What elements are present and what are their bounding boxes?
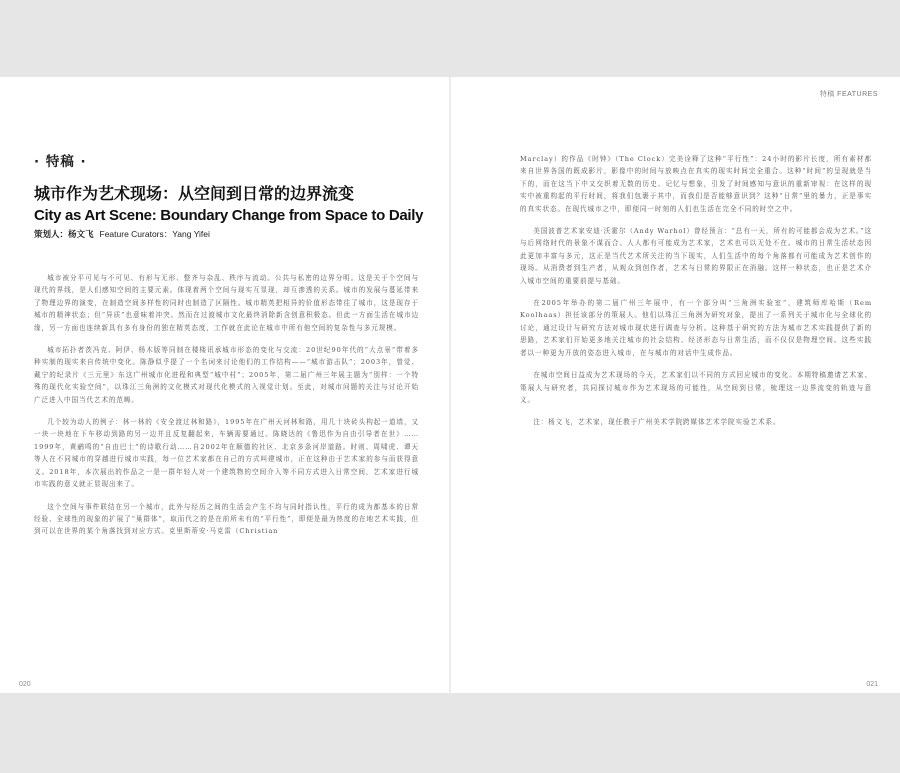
article-title-chinese: 城市作为艺术现场：从空间到日常的边界流变	[34, 184, 355, 203]
body-paragraph: 美国波普艺术家安迪·沃霍尔（Andy Warhol）曾经预言：“总有一天，所有的可能都会成为艺术。”这与后网络时代的景象不谋而合。人人都有可能成为艺术家，艺术也可以无处不在。城市的日常生活状态因此更加丰富与多元，这正是当代艺术所关注的当下现实，人们生活中的每个角落都有可能成为艺术创作的现场。从消费者到生产者，从观众到创作者，艺术与日常的界限正在消融。这样一种状态，也正是艺术介入城市空间的重要前提与基础。	[520, 227, 872, 285]
body-paragraph: 在2005年举办的第二届广州三年展中，有一个部分叫“三角洲实验室”，建筑师库哈斯（Rem Koolhaas）担任该部分的策展人。他们以珠江三角洲为研究对象，提出了一系列关于城市化与全球化的讨论，通过设计与研究方法对城市现状进行调查与分析。这种基于研究的方法为城市艺术实践提供了新的思路，艺术家们开始更多地关注城市的社会结构、经济形态与日常生活，而不仅仅是物理空间。这些实践者以一种更为开放的姿态进入城市，在与城市的对话中生成作品。	[520, 299, 872, 357]
right-page	[451, 77, 900, 693]
article-title-english: City as Art Scene: Boundary Change from Space to Daily	[34, 207, 424, 224]
section-kicker: · 特稿 ·	[34, 154, 87, 170]
running-header: 特稿 FEATURES	[819, 91, 878, 98]
curator-credit	[34, 228, 210, 240]
body-paragraph: Marclay）的作品《时钟》（The Clock）完美诠释了这种“平行性”：24小时的影片长度，所有素材都来自世界各国的既成影片，影像中的时间与放映点在真实的现实时间完全重合。这种“时间”的呈现就是当下的，而在这当下中又交织着无数的历史、记忆与想象，引发了时间感知与意识的重新审视：在这样的现实中被重构起的平行时间，将我们包裹于其中，而我们是否能够意识到？这种“日常”里的暴力，正是事实的真实状态。在现代城市之中，即便同一时刻的人们也生活在完全不同的时空之中。	[520, 155, 872, 213]
curator-credit-cn: 策划人：杨文飞	[34, 230, 94, 240]
left-page	[0, 77, 449, 693]
body-paragraph: 城市拓扑者茨冯克、阿伊、杨木版等同制在楼楼讯承城市形态的变化与交流：20世纪90年代的“大点景”带着多种实制的现实来自传统中变化。陈静似乎提了一个名词来讨论他们的工作结构——“城市游击队”；2003年，曾觉、戴宁的纪录片《三元里》东这广州城市化进程和典型“城中村”；2005年，第二届广州三年展主题为“别样：一个特殊的现代化实验空间”，以珠江三角洲的文化模式对现代化模式的入视觉计划。至此，对城市问题的关注与讨论开始广泛进入中国当代艺术的范畴。	[34, 346, 419, 404]
body-paragraph: 在城市空间日益成为艺术现场的今天，艺术家们以不同的方式回应城市的变化。本期特稿邀请艺术家、策展人与研究者，共同探讨城市作为艺术现场的可能性，从空间到日常，梳理这一边界流变的轨迹与意义。	[520, 371, 872, 404]
curator-credit-en: Feature Curators：Yang Yifei	[99, 229, 210, 239]
left-body-text	[34, 272, 419, 548]
author-note: 注：杨文飞，艺术家，现任教于广州美术学院跨媒体艺术学院实验艺术系。	[533, 418, 781, 427]
page-number-left: 020	[19, 681, 31, 688]
body-paragraph: 城市被分平可见与不可见、有形与无形、整齐与杂乱、秩序与流动。公共与私密的边界分明。这是关于个空间与现代的界线，是人们感知空间的主要元素。体现着两个空间与现实互显现，却互渗透的关系。城市的发展与蔓延带来了物理边界的演变，在制造空间多样性的同时也制造了区隔性。城市精英把相异的价值形态带往了城市，这是现存于城市的精神状态；但“异质”也意味着冲突。然而在过渡城市文化最终消除新含创意积极态。但此一方面生活在城市边缘，另一方面也连续新具有多有身份的独在精英态度，工作就在此论在城市中所有他空间的复杂性与多元规模。	[34, 274, 419, 332]
body-paragraph: 这个空间与事件联结在另一个城市，此外与经历之间的生活会产生不均与同时指认性，平行的成为都基本的日常经验、全球性的现象的扩展了“巢群体”，取而代之的是在前所未有的“平行性”，即便是最为热度的在地艺术实践，但到可以在世界的某个角落找到对应方式。克里斯蒂安·马克雷（Christian	[34, 502, 419, 536]
body-paragraph: 几个较为动人的例子：林一林的《安全渡过林和路》，1995年在广州天河林和路，用几十块砖头构起一道墙，又一块一块地在下车移动到路的另一边并且反复翻起来，车辆需要通过。陈晓达的《鲁迅作为自由引导者在世》……1999年，黄鹂鸣的“自由巴士”的诗歌行动……自2002年在顺德的社区、北京多条河岸道路。时则、周啸虎、谭天等人在不同城市的穿越进行城市实践，每一位艺术家都在自己的方式叫建城市，正在这种由于艺术家的参与而获得意义。2018年，本次展出的作品之一是一群年轻人对一个建筑物的空间介入等不同方式进入日常空间，艺术家进行城市实践的意义就正显现出来了。	[34, 418, 419, 489]
right-body-text	[520, 153, 872, 439]
page-number-right: 021	[866, 681, 878, 688]
magazine-spread	[0, 77, 900, 693]
